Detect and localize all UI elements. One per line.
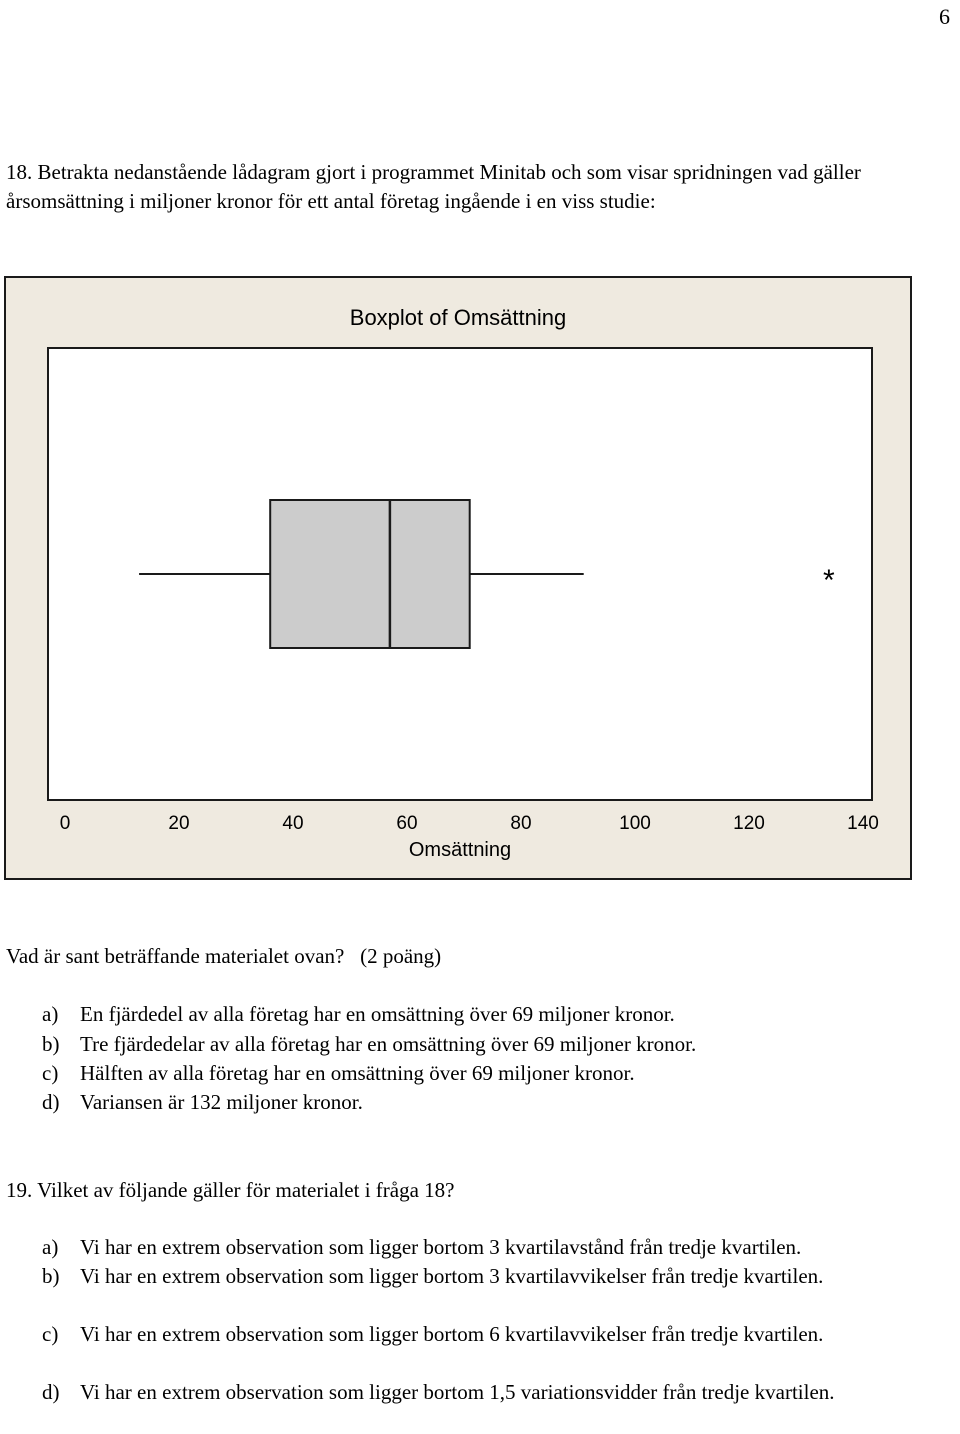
option-text: Vi har en extrem observation som ligger bortom 6 kvartilavvikelser från tredje kvartilen. — [80, 1322, 824, 1346]
chart-title: Boxplot of Omsättning — [349, 305, 567, 330]
x-tick-label: 40 — [282, 813, 304, 834]
page-number: 6 — [939, 4, 950, 29]
option-letter: b) — [42, 1264, 60, 1288]
question-18-prompt: Vad är sant beträffande materialet ovan? — [6, 944, 345, 968]
x-axis-label: Omsättning — [408, 839, 512, 861]
x-tick-label: 140 — [847, 813, 879, 834]
outlier-marker: * — [822, 564, 835, 597]
option-text: Vi har en extrem observation som ligger bortom 3 kvartilavvikelser från tredje kvartilen. — [80, 1264, 824, 1288]
option-letter: c) — [42, 1322, 59, 1346]
option-text: Variansen är 132 miljoner kronor. — [80, 1090, 363, 1114]
option-letter: d) — [42, 1090, 60, 1114]
x-tick-label: 80 — [510, 813, 532, 834]
box-iqr — [270, 500, 470, 648]
x-tick-label: 60 — [396, 813, 418, 834]
option-text: Vi har en extrem observation som ligger bortom 3 kvartilavstånd från tredje kvartilen. — [80, 1235, 802, 1259]
question-19-prompt: 19. Vilket av följande gäller för materialet i fråga 18? — [6, 1178, 455, 1202]
option-text: Vi har en extrem observation som ligger bortom 1,5 variationsvidder från tredje kvartilen. — [80, 1380, 835, 1404]
x-tick-label: 0 — [59, 813, 71, 834]
boxplot-chart — [6, 278, 910, 878]
x-tick-label: 120 — [733, 813, 765, 834]
x-tick-label: 100 — [619, 813, 651, 834]
option-letter: b) — [42, 1032, 60, 1056]
boxplot-figure — [4, 276, 912, 880]
option-letter: c) — [42, 1061, 59, 1085]
x-tick-label: 20 — [168, 813, 190, 834]
option-text: Tre fjärdedelar av alla företag har en omsättning över 69 miljoner kronor. — [80, 1032, 697, 1056]
option-letter: d) — [42, 1380, 60, 1404]
question-18-prompt-line — [6, 942, 441, 971]
option-letter: a) — [42, 1002, 59, 1026]
question-18-points: (2 poäng) — [360, 944, 442, 968]
option-letter: a) — [42, 1235, 59, 1259]
option-text: Hälften av alla företag har en omsättning över 69 miljoner kronor. — [80, 1061, 635, 1085]
option-text: En fjärdedel av alla företag har en omsättning över 69 miljoner kronor. — [80, 1002, 675, 1026]
question-18-intro: 18. Betrakta nedanstående lådagram gjort i programmet Minitab och som visar spridningen vad gäller årsomsättning i miljoner kronor för ett antal företag ingående i en viss studie: — [6, 160, 861, 213]
